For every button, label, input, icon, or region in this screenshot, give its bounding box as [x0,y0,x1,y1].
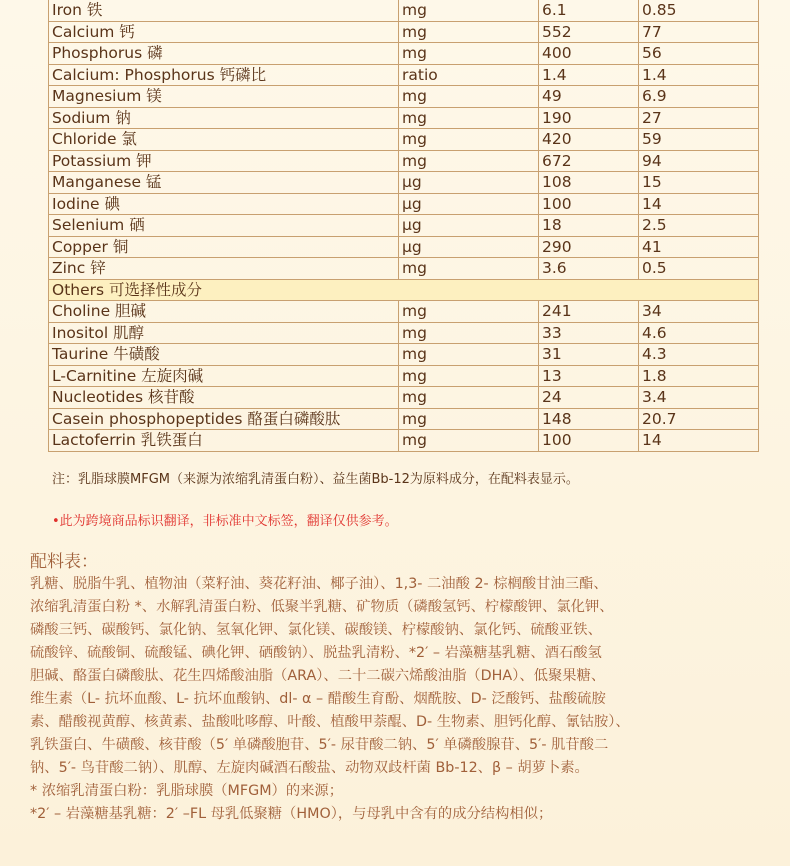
nutrient-unit: mg [399,408,539,430]
value-per-100g: 1.4 [539,64,639,86]
footnote: 注：乳脂球膜MFGM（来源为浓缩乳清蛋白粉）、益生菌Bb-12为原料成分，在配料表显示。 [52,472,579,487]
value-per-100kj: 94 [639,150,759,172]
table-row [49,150,759,172]
table-row [49,344,759,366]
nutrient-unit: μg [399,172,539,194]
nutrient-name: Iodine 碘 [49,193,399,215]
value-per-100kj: 3.4 [639,387,759,409]
value-per-100g: 148 [539,408,639,430]
nutrient-name: Inositol 肌醇 [49,322,399,344]
nutrient-unit: μg [399,193,539,215]
table-row [49,258,759,280]
table-row [49,236,759,258]
value-per-100kj: 1.8 [639,365,759,387]
nutrient-unit: mg [399,107,539,129]
value-per-100g: 672 [539,150,639,172]
ingredients-footnote: * 浓缩乳清蛋白粉：乳脂球膜（MFGM）的来源； [30,783,344,799]
nutrient-name: Lactoferrin 乳铁蛋白 [49,430,399,452]
nutrient-unit: mg [399,344,539,366]
value-per-100kj: 2.5 [639,215,759,237]
table-row [49,64,759,86]
nutrient-unit: mg [399,0,539,21]
translation-disclaimer: •此为跨境商品标识翻译，非标准中文标签，翻译仅供参考。 [52,514,398,529]
table-row [49,322,759,344]
table-row [49,107,759,129]
value-per-100kj: 1.4 [639,64,759,86]
ingredients-line: 磷酸三钙、碳酸钙、氯化钠、氢氧化钾、氯化镁、碳酸镁、柠檬酸钠、氯化钙、硫酸亚铁、 [30,622,602,638]
ingredients-line: 钠、5′- 鸟苷酸二钠）、肌醇、左旋肉碱酒石酸盐、动物双歧杆菌 Bb-12、β – 胡萝卜素。 [30,760,589,776]
ingredients-title: 配料表： [30,552,98,572]
ingredients-line: 胆碱、酪蛋白磷酸肽、花生四烯酸油脂（ARA）、二十二碳六烯酸油脂（DHA）、低聚果糖、 [30,668,606,684]
nutrient-unit: mg [399,129,539,151]
value-per-100g: 33 [539,322,639,344]
nutrient-unit: mg [399,301,539,323]
value-per-100g: 400 [539,43,639,65]
nutrient-name: Selenium 硒 [49,215,399,237]
nutrient-name: L-Carnitine 左旋肉碱 [49,365,399,387]
nutrient-unit: mg [399,21,539,43]
ingredients-line: 素、醋酸视黄醇、核黄素、盐酸吡哆醇、叶酸、植酸甲萘醌、D- 生物素、胆钙化醇、氰钴胺）、 [30,714,630,730]
nutrition-table [48,0,759,452]
nutrient-name: Copper 铜 [49,236,399,258]
value-per-100g: 31 [539,344,639,366]
value-per-100g: 420 [539,129,639,151]
value-per-100kj: 15 [639,172,759,194]
value-per-100kj: 4.3 [639,344,759,366]
nutrient-unit: μg [399,215,539,237]
nutrient-unit: mg [399,86,539,108]
nutrient-unit: mg [399,430,539,452]
table-row [49,21,759,43]
table-row [49,43,759,65]
section-label: Others 可选择性成分 [49,279,759,301]
ingredients-line: 乳铁蛋白、牛磺酸、核苷酸（5′ 单磷酸胞苷、5′- 尿苷酸二钠、5′ 单磷酸腺苷、5′- 肌苷酸二 [30,737,609,753]
nutrient-unit: mg [399,387,539,409]
ingredients-footnote: *2′ – 岩藻糖基乳糖：2′ –FL 母乳低聚糖（HMO），与母乳中含有的成分结构相似； [30,806,553,822]
nutrient-name: Magnesium 镁 [49,86,399,108]
value-per-100kj: 56 [639,43,759,65]
value-per-100kj: 14 [639,193,759,215]
table-row [49,365,759,387]
table-row [49,408,759,430]
value-per-100kj: 6.9 [639,86,759,108]
value-per-100kj: 34 [639,301,759,323]
nutrient-name: Casein phosphopeptides 酪蛋白磷酸肽 [49,408,399,430]
value-per-100g: 24 [539,387,639,409]
nutrient-unit: μg [399,236,539,258]
nutrient-unit: mg [399,150,539,172]
value-per-100kj: 59 [639,129,759,151]
nutrient-name: Nucleotides 核苷酸 [49,387,399,409]
nutrient-unit: mg [399,258,539,280]
nutrient-name: Iron 铁 [49,0,399,21]
value-per-100kj: 77 [639,21,759,43]
table-row [49,387,759,409]
value-per-100g: 241 [539,301,639,323]
nutrient-name: Calcium 钙 [49,21,399,43]
value-per-100g: 49 [539,86,639,108]
value-per-100g: 190 [539,107,639,129]
nutrient-name: Manganese 锰 [49,172,399,194]
value-per-100g: 100 [539,430,639,452]
ingredients-text [30,573,770,826]
nutrient-name: Taurine 牛磺酸 [49,344,399,366]
value-per-100kj: 0.5 [639,258,759,280]
value-per-100g: 100 [539,193,639,215]
ingredients-line: 维生素（L- 抗坏血酸、L- 抗坏血酸钠、dl- α – 醋酸生育酚、烟酰胺、D- 泛酸钙、盐酸硫胺 [30,691,606,707]
ingredients-line: 乳糖、脱脂牛乳、植物油（菜籽油、葵花籽油、椰子油）、1,3- 二油酸 2- 棕榈酸甘油三酯、 [30,576,608,592]
nutrient-name: Choline 胆碱 [49,301,399,323]
value-per-100kj: 4.6 [639,322,759,344]
table-row [49,0,759,21]
value-per-100g: 108 [539,172,639,194]
value-per-100g: 18 [539,215,639,237]
ingredients-line: 硫酸锌、硫酸铜、硫酸锰、碘化钾、硒酸钠）、脱盐乳清粉、*2′ – 岩藻糖基乳糖、酒石酸氢 [30,645,602,661]
value-per-100kj: 20.7 [639,408,759,430]
value-per-100kj: 14 [639,430,759,452]
value-per-100g: 290 [539,236,639,258]
table-row [49,430,759,452]
table-row [49,215,759,237]
table-row [49,129,759,151]
table-row [49,172,759,194]
section-header-row [49,279,759,301]
value-per-100g: 3.6 [539,258,639,280]
value-per-100g: 13 [539,365,639,387]
nutrient-unit: mg [399,322,539,344]
nutrient-unit: mg [399,43,539,65]
value-per-100kj: 0.85 [639,0,759,21]
table-row [49,86,759,108]
nutrient-name: Sodium 钠 [49,107,399,129]
value-per-100kj: 41 [639,236,759,258]
nutrient-unit: ratio [399,64,539,86]
table-row [49,193,759,215]
nutrient-name: Phosphorus 磷 [49,43,399,65]
value-per-100kj: 27 [639,107,759,129]
value-per-100g: 552 [539,21,639,43]
nutrient-name: Chloride 氯 [49,129,399,151]
nutrient-unit: mg [399,365,539,387]
ingredients-line: 浓缩乳清蛋白粉 *、水解乳清蛋白粉、低聚半乳糖、矿物质（磷酸氢钙、柠檬酸钾、氯化钾、 [30,599,614,615]
nutrient-name: Potassium 钾 [49,150,399,172]
value-per-100g: 6.1 [539,0,639,21]
table-row [49,301,759,323]
nutrient-name: Calcium: Phosphorus 钙磷比 [49,64,399,86]
nutrient-name: Zinc 锌 [49,258,399,280]
